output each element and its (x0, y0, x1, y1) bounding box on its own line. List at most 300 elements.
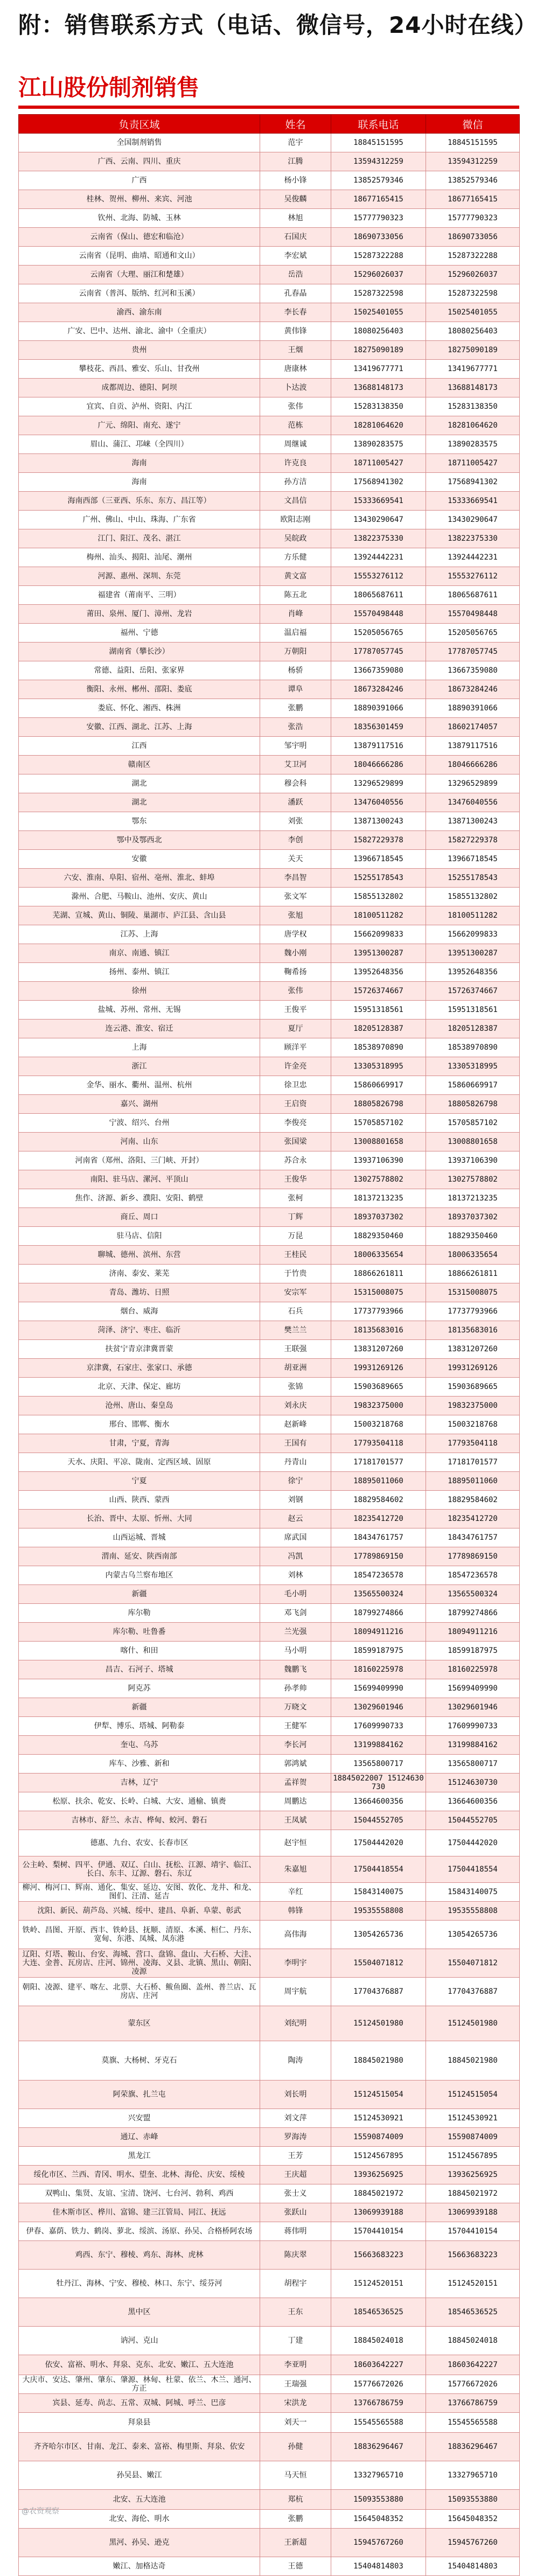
region-cell: 云南省（大理、丽江和楚雄） (19, 266, 260, 284)
wechat-cell: 13419677771 (426, 360, 520, 379)
name-cell: 刘长明 (260, 2081, 331, 2109)
table-row (19, 2510, 520, 2529)
name-cell: 魏鹏飞 (260, 1660, 331, 1679)
name-cell: 刘文萍 (260, 2109, 331, 2128)
region-cell: 柳河、梅河口、辉南、通化、集安、延边、安图、敦化、龙井、和龙、图们、汪清、延吉 (19, 1883, 260, 1902)
table-row (19, 492, 520, 511)
wechat-cell: 13054265736 (426, 1921, 520, 1949)
table-row (19, 1623, 520, 1642)
phone-cell: 15827229378 (331, 831, 426, 850)
table-row (19, 2413, 520, 2433)
phone-cell: 15025401055 (331, 303, 426, 322)
phone-cell: 13936256925 (331, 2166, 426, 2184)
wechat-cell: 18281064620 (426, 416, 520, 435)
name-cell: 穆会科 (260, 774, 331, 793)
name-cell: 于竹贵 (260, 1265, 331, 1283)
wechat-cell: 15287322598 (426, 284, 520, 303)
region-cell: 成都周边、德阳、阿坝 (19, 379, 260, 397)
table-row (19, 2433, 520, 2461)
table-row (19, 774, 520, 793)
phone-cell: 13027578802 (331, 1170, 426, 1189)
wechat-cell: 18829350460 (426, 1227, 520, 1246)
phone-cell: 17504442020 (331, 1830, 426, 1856)
region-cell: 铁岭、昌图、开原、西丰、铁岭县、抚顺、清原、本溪、桓仁、丹东、宽甸、东港、凤城、凤东港 (19, 1921, 260, 1949)
region-cell: 湖北 (19, 774, 260, 793)
region-cell: 滁州、合肥、马鞍山、池州、安庆、黄山 (19, 888, 260, 906)
name-cell: 王国有 (260, 1434, 331, 1453)
name-cell: 王东 (260, 2298, 331, 2327)
region-cell: 内蒙古乌兰察布地区 (19, 1566, 260, 1585)
phone-cell: 18799274866 (331, 1604, 426, 1623)
phone-cell: 13069939188 (331, 2203, 426, 2222)
region-cell: 云南省（昆明、曲靖、昭通和文山） (19, 247, 260, 266)
wechat-cell: 13871300243 (426, 812, 520, 831)
table-row (19, 2394, 520, 2413)
table-row (19, 1949, 520, 1978)
wechat-cell: 15663683223 (426, 2241, 520, 2270)
wechat-cell: 18805826798 (426, 1095, 520, 1114)
region-cell: 安徽、江西、湖北、江苏、上海 (19, 718, 260, 737)
region-cell: 喀什、和田 (19, 1642, 260, 1660)
name-cell: 王德 (260, 2557, 331, 2576)
region-cell: 梅州、汕头、揭阳、汕尾、潮州 (19, 548, 260, 567)
wechat-cell: 13667359080 (426, 661, 520, 680)
phone-cell: 18937037302 (331, 1208, 426, 1227)
table-row (19, 360, 520, 379)
phone-cell: 15726374667 (331, 982, 426, 1001)
wechat-cell: 18836296467 (426, 2433, 520, 2461)
phone-cell: 18805826798 (331, 1095, 426, 1114)
table-row (19, 850, 520, 869)
region-cell: 山西、陕西、蒙西 (19, 1491, 260, 1510)
table-row (19, 1170, 520, 1189)
table-row (19, 737, 520, 756)
wechat-cell: 13831207260 (426, 1340, 520, 1359)
phone-cell: 17787057745 (331, 643, 426, 661)
wechat-cell: 13966718545 (426, 850, 520, 869)
wechat-cell: 13952648356 (426, 963, 520, 982)
name-cell: 安宗军 (260, 1283, 331, 1302)
table-row (19, 379, 520, 397)
name-cell: 张鹏 (260, 2510, 331, 2529)
table-row (19, 2298, 520, 2327)
wechat-cell: 18065687611 (426, 586, 520, 605)
table-row (19, 1434, 520, 1453)
table-row (19, 228, 520, 247)
column-header-phone: 联系电话 (331, 115, 426, 134)
name-cell: 李昌智 (260, 869, 331, 888)
region-cell: 云南省（保山、德宏和临沧） (19, 228, 260, 247)
wechat-cell: 18711005427 (426, 454, 520, 473)
region-cell: 邢台、邯郸、衡水 (19, 1415, 260, 1434)
table-body (19, 134, 520, 2576)
table-row (19, 1189, 520, 1208)
table-header-row (19, 115, 520, 134)
name-cell: 李宏斌 (260, 247, 331, 266)
name-cell: 谭阜 (260, 680, 331, 699)
name-cell: 朱嘉旭 (260, 1856, 331, 1883)
wechat-cell: 15590874009 (426, 2128, 520, 2147)
name-cell: 魏小刚 (260, 944, 331, 963)
phone-cell: 18137213235 (331, 1189, 426, 1208)
table-row (19, 1321, 520, 1340)
region-cell: 讷河、克山 (19, 2327, 260, 2355)
wechat-cell: 13199884162 (426, 1736, 520, 1755)
region-cell: 双鸭山、集贤、友谊、宝清、饶河、七台河、勃利、鸡西 (19, 2184, 260, 2203)
wechat-cell: 15951318561 (426, 1001, 520, 1020)
wechat-cell: 15287322288 (426, 247, 520, 266)
table-row (19, 1151, 520, 1170)
region-cell: 宜宾、自贡、泸州、资阳、内江 (19, 397, 260, 416)
name-cell: 刘钢 (260, 1491, 331, 1510)
table-row (19, 1415, 520, 1434)
wechat-cell: 17787057745 (426, 643, 520, 661)
phone-cell: 18547236578 (331, 1566, 426, 1585)
phone-cell: 18829584602 (331, 1491, 426, 1510)
table-row (19, 1133, 520, 1151)
wechat-cell: 17504442020 (426, 1830, 520, 1856)
table-row (19, 1020, 520, 1038)
name-cell: 孙健 (260, 2433, 331, 2461)
wechat-cell: 15777790323 (426, 209, 520, 228)
region-cell: 广西 (19, 171, 260, 190)
wechat-cell: 18135683016 (426, 1321, 520, 1340)
phone-cell: 18895011060 (331, 1472, 426, 1491)
phone-cell: 18094911216 (331, 1623, 426, 1642)
phone-cell: 13667359080 (331, 661, 426, 680)
wechat-cell: 17609990733 (426, 1717, 520, 1736)
phone-cell: 19832375000 (331, 1397, 426, 1415)
region-cell: 莫旗、大杨树、牙克石 (19, 2041, 260, 2081)
wechat-cell: 15726374667 (426, 982, 520, 1001)
table-row (19, 2355, 520, 2375)
wechat-cell: 15124515054 (426, 2081, 520, 2109)
region-cell: 全国制剂销售 (19, 134, 260, 152)
wechat-cell: 18235412720 (426, 1510, 520, 1528)
region-cell: 商丘、周口 (19, 1208, 260, 1227)
phone-cell: 15860669917 (331, 1076, 426, 1095)
name-cell: 文昌信 (260, 492, 331, 511)
table-row (19, 2128, 520, 2147)
wechat-cell: 13594312259 (426, 152, 520, 171)
table-row (19, 1208, 520, 1227)
wechat-cell: 18599187975 (426, 1642, 520, 1660)
column-header-name: 姓名 (260, 115, 331, 134)
region-cell: 齐齐哈尔市区、甘南、龙江、泰来、富裕、梅里斯、拜泉、依安 (19, 2433, 260, 2461)
name-cell: 王瑞强 (260, 2375, 331, 2394)
name-cell: 范栋 (260, 416, 331, 435)
name-cell: 张伟 (260, 982, 331, 1001)
wechat-cell: 13430290647 (426, 511, 520, 529)
region-cell: 渭南、延安、陕西南部 (19, 1547, 260, 1566)
region-cell: 奎屯、乌苏 (19, 1736, 260, 1755)
phone-cell: 18845022007 15124630730 (331, 1774, 426, 1792)
phone-cell: 15333669541 (331, 492, 426, 511)
wechat-cell: 15315008075 (426, 1283, 520, 1302)
phone-cell: 18046666286 (331, 756, 426, 774)
name-cell: 黄伟锋 (260, 322, 331, 341)
phone-cell: 15287322288 (331, 247, 426, 266)
phone-cell: 18235412720 (331, 1510, 426, 1528)
wechat-cell: 18845021972 (426, 2184, 520, 2203)
region-cell: 济南、泰安、莱芜 (19, 1265, 260, 1283)
table-row (19, 2241, 520, 2270)
wechat-cell: 19832375000 (426, 1397, 520, 1415)
phone-cell: 18546536525 (331, 2298, 426, 2327)
wechat-cell: 15124520151 (426, 2270, 520, 2298)
table-row (19, 2109, 520, 2128)
table-row (19, 831, 520, 850)
phone-cell: 15315008075 (331, 1283, 426, 1302)
region-cell: 徐州 (19, 982, 260, 1001)
name-cell: 艾卫河 (260, 756, 331, 774)
table-row (19, 1792, 520, 1811)
phone-cell: 13952648356 (331, 963, 426, 982)
sales-contact-table (18, 114, 520, 2576)
wechat-cell: 15124630730 (426, 1774, 520, 1792)
phone-cell: 18845021972 (331, 2184, 426, 2203)
wechat-cell: 13327965710 (426, 2461, 520, 2490)
phone-cell: 15044552705 (331, 1811, 426, 1830)
phone-cell: 15287322598 (331, 284, 426, 303)
region-cell: 大庆市、安达、肇州、肇东、肇源、林甸、杜蒙、依兰、木兰、通河、方正 (19, 2375, 260, 2394)
table-row (19, 1883, 520, 1902)
name-cell: 吴俊麟 (260, 190, 331, 209)
name-cell: 万晓文 (260, 1698, 331, 1717)
table-row (19, 1359, 520, 1378)
region-cell: 贵州 (19, 341, 260, 360)
name-cell: 张锦 (260, 1378, 331, 1397)
region-cell: 吉林市、舒兰、永吉、桦甸、蛟河、磐石 (19, 1811, 260, 1830)
wechat-cell: 18080256403 (426, 322, 520, 341)
table-row (19, 548, 520, 567)
name-cell: 刘天一 (260, 2413, 331, 2433)
name-cell: 张柯 (260, 1189, 331, 1208)
phone-cell: 18845024018 (331, 2327, 426, 2355)
phone-cell: 13688148173 (331, 379, 426, 397)
region-cell: 菏泽、济宁、枣庄、临沂 (19, 1321, 260, 1340)
region-cell: 兴安盟 (19, 2109, 260, 2128)
name-cell: 马小明 (260, 1642, 331, 1660)
wechat-cell: 15843140075 (426, 1883, 520, 1902)
wechat-cell: 13766786759 (426, 2394, 520, 2413)
wechat-cell: 18205128387 (426, 1020, 520, 1038)
phone-cell: 18836296467 (331, 2433, 426, 2461)
table-row (19, 643, 520, 661)
table-row (19, 1811, 520, 1830)
table-row (19, 1717, 520, 1736)
name-cell: 万朝阳 (260, 643, 331, 661)
table-row (19, 1491, 520, 1510)
name-cell: 卜达波 (260, 379, 331, 397)
region-cell: 新疆 (19, 1585, 260, 1604)
phone-cell: 18356301459 (331, 718, 426, 737)
region-cell: 沧州、唐山、秦皇岛 (19, 1397, 260, 1415)
wechat-cell: 15855132802 (426, 888, 520, 906)
wechat-cell: 18275090189 (426, 341, 520, 360)
region-cell: 伊春、嘉荫、铁力、鹤岗、萝北、绥滨、汤原、孙吴、合格桥阿农场 (19, 2222, 260, 2241)
name-cell: 王启资 (260, 1095, 331, 1114)
name-cell: 王凤斌 (260, 1811, 331, 1830)
name-cell: 张跃山 (260, 2203, 331, 2222)
region-cell: 宁夏 (19, 1472, 260, 1491)
name-cell: 周鹏达 (260, 1792, 331, 1811)
name-cell: 孙方洁 (260, 473, 331, 492)
region-cell: 阿荣旗、扎兰屯 (19, 2081, 260, 2109)
phone-cell: 15545565588 (331, 2413, 426, 2433)
name-cell: 万昆 (260, 1227, 331, 1246)
wechat-cell: 18603642227 (426, 2355, 520, 2375)
table-row (19, 1528, 520, 1547)
name-cell: 刘张 (260, 812, 331, 831)
wechat-cell: 18829584602 (426, 1491, 520, 1510)
wechat-cell: 17504418554 (426, 1856, 520, 1883)
table-row (19, 1246, 520, 1265)
name-cell: 李亚明 (260, 2355, 331, 2375)
phone-cell: 17789869150 (331, 1547, 426, 1566)
region-cell: 上海 (19, 1038, 260, 1057)
region-cell: 南阳、驻马店、漯河、平顶山 (19, 1170, 260, 1189)
table-row (19, 1921, 520, 1949)
region-cell: 鸡西、东宁、穆棱、鸡东、海林、虎林 (19, 2241, 260, 2270)
table-row (19, 416, 520, 435)
region-cell: 烟台、威海 (19, 1302, 260, 1321)
name-cell: 江腾 (260, 152, 331, 171)
phone-cell: 18845021980 (331, 2041, 426, 2081)
region-cell: 广州、佛山、中山、珠海、广东省 (19, 511, 260, 529)
table-row (19, 1001, 520, 1020)
table-row (19, 1283, 520, 1302)
phone-cell: 13029601946 (331, 1698, 426, 1717)
table-row (19, 1774, 520, 1792)
phone-cell: 18538970890 (331, 1038, 426, 1057)
name-cell: 胡程宇 (260, 2270, 331, 2298)
wechat-cell: 19931269126 (426, 1359, 520, 1378)
table-row (19, 2327, 520, 2355)
wechat-cell: 15025401055 (426, 303, 520, 322)
table-row (19, 661, 520, 680)
table-row (19, 680, 520, 699)
phone-cell: 18866261811 (331, 1265, 426, 1283)
phone-cell: 15124515054 (331, 2081, 426, 2109)
name-cell: 丹青山 (260, 1453, 331, 1472)
region-cell: 桂林、贺州、柳州、来宾、河池 (19, 190, 260, 209)
region-cell: 山西运城、晋城 (19, 1528, 260, 1547)
phone-cell: 13890283575 (331, 435, 426, 454)
region-cell: 德惠、九台、农安、长春市区 (19, 1830, 260, 1856)
table-row (19, 1547, 520, 1566)
region-cell: 常德、益阳、岳阳、张家界 (19, 661, 260, 680)
table-row (19, 397, 520, 416)
wechat-cell: 18799274866 (426, 1604, 520, 1623)
region-cell: 莆田、泉州、厦门、漳州、龙岩 (19, 605, 260, 624)
phone-cell: 15945767260 (331, 2529, 426, 2557)
table-row (19, 266, 520, 284)
region-cell: 北安、海伦、明水 (19, 2510, 260, 2529)
wechat-cell: 15044552705 (426, 1811, 520, 1830)
wechat-cell: 18677165415 (426, 190, 520, 209)
phone-cell: 15124501980 (331, 2006, 426, 2041)
wechat-cell: 15124530921 (426, 2109, 520, 2128)
table-row (19, 1660, 520, 1679)
region-cell: 广元、绵阳、南充、遂宁 (19, 416, 260, 435)
table-row (19, 341, 520, 360)
name-cell: 丁辉 (260, 1208, 331, 1227)
wechat-cell: 17568941302 (426, 473, 520, 492)
table-row (19, 2041, 520, 2081)
name-cell: 陶涛 (260, 2041, 331, 2081)
region-cell: 娄底、怀化、湘西、株洲 (19, 699, 260, 718)
region-cell: 金华、丽水、衢州、温州、杭州 (19, 1076, 260, 1095)
phone-cell: 17504418554 (331, 1856, 426, 1883)
region-cell: 海南西部（三亚西、乐东、东方、昌江等） (19, 492, 260, 511)
table-row (19, 1510, 520, 1528)
table-row (19, 1095, 520, 1114)
phone-cell: 17568941302 (331, 473, 426, 492)
table-row (19, 2081, 520, 2109)
wechat-cell: 13924442231 (426, 548, 520, 567)
table-row (19, 2222, 520, 2241)
table-row (19, 2203, 520, 2222)
name-cell: 夏厅 (260, 1020, 331, 1038)
table-row (19, 1453, 520, 1472)
name-cell: 周继诚 (260, 435, 331, 454)
phone-cell: 13951300287 (331, 944, 426, 963)
name-cell: 王芳 (260, 2147, 331, 2166)
phone-cell: 15570498448 (331, 605, 426, 624)
wechat-cell: 15776672026 (426, 2375, 520, 2394)
name-cell: 邹宇明 (260, 737, 331, 756)
phone-cell: 15855132802 (331, 888, 426, 906)
wechat-cell: 15860669917 (426, 1076, 520, 1095)
wechat-cell: 15255178543 (426, 869, 520, 888)
phone-cell: 18135683016 (331, 1321, 426, 1340)
region-cell: 芜湖、宣城、黄山、铜陵、巢湖市、庐江县、含山县 (19, 906, 260, 925)
wechat-cell: 15504071812 (426, 1949, 520, 1978)
region-cell: 绥化市区、兰西、青冈、明水、望奎、北林、海伦、庆安、绥棱 (19, 2166, 260, 2184)
name-cell: 樊兰兰 (260, 1321, 331, 1340)
region-cell: 通辽、赤峰 (19, 2128, 260, 2147)
region-cell: 朝阳、凌源、建平、喀左、北票、大石桥、鲅鱼圈、盖州、普兰店、瓦房店、庄河 (19, 1978, 260, 2006)
name-cell: 刘永庆 (260, 1397, 331, 1415)
name-cell: 王烟 (260, 341, 331, 360)
phone-cell: 18677165415 (331, 190, 426, 209)
phone-cell: 13594312259 (331, 152, 426, 171)
table-row (19, 1755, 520, 1774)
phone-cell: 13327965710 (331, 2461, 426, 2490)
region-cell: 扬州、泰州、镇江 (19, 963, 260, 982)
name-cell: 兰光强 (260, 1623, 331, 1642)
name-cell: 黄文富 (260, 567, 331, 586)
wechat-cell: 19535558808 (426, 1902, 520, 1921)
wechat-cell: 15124567895 (426, 2147, 520, 2166)
wechat-cell: 17704376887 (426, 1978, 520, 2006)
name-cell: 徐宁 (260, 1472, 331, 1491)
phone-cell: 13664600356 (331, 1792, 426, 1811)
region-cell: 河源、惠州、深圳、东莞 (19, 567, 260, 586)
region-cell: 攀枝花、西昌、雅安、乐山、甘孜州 (19, 360, 260, 379)
phone-cell: 15704410154 (331, 2222, 426, 2241)
name-cell: 吴皖政 (260, 529, 331, 548)
wechat-cell: 18845024018 (426, 2327, 520, 2355)
wechat-cell: 17793504118 (426, 1434, 520, 1453)
table-row (19, 171, 520, 190)
phone-cell: 15205056765 (331, 624, 426, 643)
region-cell: 吉林，辽宁 (19, 1774, 260, 1792)
name-cell: 王俊平 (260, 1001, 331, 1020)
table-row (19, 1057, 520, 1076)
region-cell: 库尔勒、吐鲁番 (19, 1623, 260, 1642)
